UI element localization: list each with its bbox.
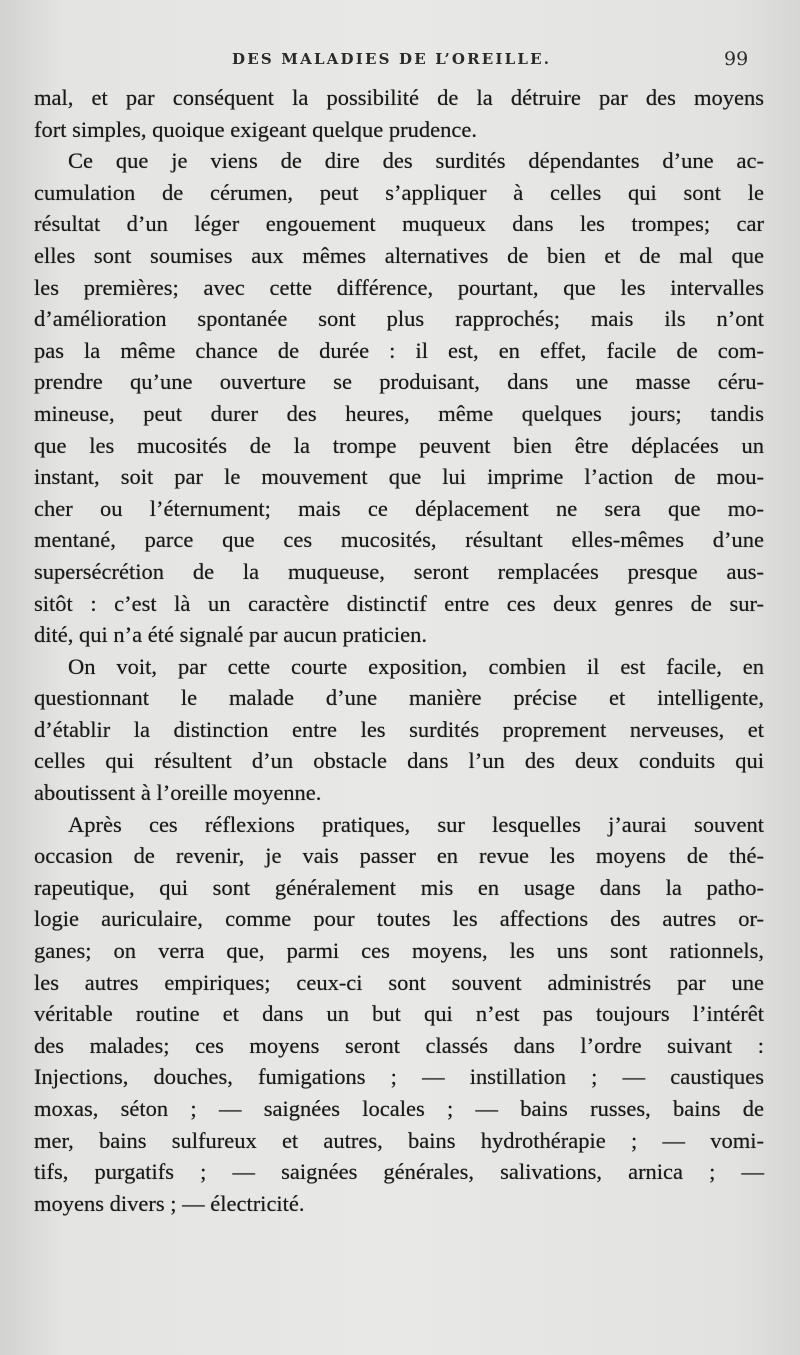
text-line: prendre qu’une ouverture se produisant, dans une masse céru- bbox=[34, 369, 764, 395]
text-line: d’amélioration spontanée sont plus rapprochés; mais ils n’ont bbox=[34, 306, 764, 332]
text-line: Après ces réflexions pratiques, sur lesquelles j’aurai souvent bbox=[68, 811, 764, 837]
text-line: tifs, purgatifs ; — saignées générales, salivations, arnica ; — bbox=[34, 1159, 764, 1185]
body-text bbox=[34, 82, 764, 1219]
text-line: sitôt : c’est là un caractère distinctif entre ces deux genres de sur- bbox=[34, 590, 764, 616]
text-line: les autres empiriques; ceux-ci sont souvent administrés par une bbox=[34, 969, 764, 995]
text-line: supersécrétion de la muqueuse, seront remplacées presque aus- bbox=[34, 558, 764, 584]
text-line: que les mucosités de la trompe peuvent bien être déplacées un bbox=[34, 432, 764, 458]
text-line: mer, bains sulfureux et autres, bains hydrothérapie ; — vomi- bbox=[34, 1127, 764, 1153]
text-line: des malades; ces moyens seront classés dans l’ordre suivant : bbox=[34, 1032, 764, 1058]
running-title: DES MALADIES DE L’OREILLE. bbox=[232, 50, 552, 68]
text-line: moxas, séton ; — saignées locales ; — bains russes, bains de bbox=[34, 1096, 764, 1121]
text-line: dité, qui n’a été signalé par aucun praticien. bbox=[34, 622, 427, 648]
text-line: fort simples, quoique exigeant quelque prudence. bbox=[34, 116, 477, 142]
text-line: Injections, douches, fumigations ; — instillation ; — caustiques bbox=[34, 1064, 764, 1090]
text-line: pas la même chance de durée : il est, en effet, facile de com- bbox=[34, 337, 764, 363]
text-line: elles sont soumises aux mêmes alternatives de bien et de mal que bbox=[34, 242, 764, 268]
text-line: mal, et par conséquent la possibilité de la détruire par des moyens bbox=[34, 85, 764, 110]
text-line: véritable routine et dans un but qui n’est pas toujours l’intérêt bbox=[34, 1001, 764, 1027]
text-line: celles qui résultent d’un obstacle dans l’un des deux conduits qui bbox=[34, 748, 764, 774]
text-line: mentané, parce que ces mucosités, résultant elles-mêmes d’une bbox=[34, 527, 764, 553]
text-line: questionnant le malade d’une manière précise et intelligente, bbox=[34, 685, 764, 711]
text-line: aboutissent à l’oreille moyenne. bbox=[34, 780, 322, 806]
text-line: cher ou l’éternument; mais ce déplacement ne sera que mo- bbox=[34, 495, 764, 521]
page-header bbox=[0, 46, 800, 76]
text-line: instant, soit par le mouvement que lui imprime l’action de mou- bbox=[34, 464, 764, 490]
text-line: les premières; avec cette différence, pourtant, que les intervalles bbox=[34, 274, 764, 300]
text-line: Ce que je viens de dire des surdités dépendantes d’une ac- bbox=[68, 148, 764, 174]
page-number: 99 bbox=[724, 48, 749, 70]
text-line: logie auriculaire, comme pour toutes les affections des autres or- bbox=[34, 906, 764, 932]
text-line: d’établir la distinction entre les surdités proprement nerveuses, et bbox=[34, 716, 764, 742]
text-line: cumulation de cérumen, peut s’appliquer à celles qui sont le bbox=[34, 179, 764, 205]
text-line: rapeutique, qui sont généralement mis en usage dans la patho- bbox=[34, 874, 764, 900]
text-line: On voit, par cette courte exposition, combien il est facile, en bbox=[68, 653, 764, 679]
text-line: ganes; on verra que, parmi ces moyens, les uns sont rationnels, bbox=[34, 938, 764, 964]
text-line: moyens divers ; — électricité. bbox=[34, 1190, 305, 1216]
text-line: mineuse, peut durer des heures, même quelques jours; tandis bbox=[34, 400, 764, 426]
text-line: résultat d’un léger engouement muqueux dans les trompes; car bbox=[34, 211, 764, 237]
text-line: occasion de revenir, je vais passer en revue les moyens de thé- bbox=[34, 843, 764, 869]
